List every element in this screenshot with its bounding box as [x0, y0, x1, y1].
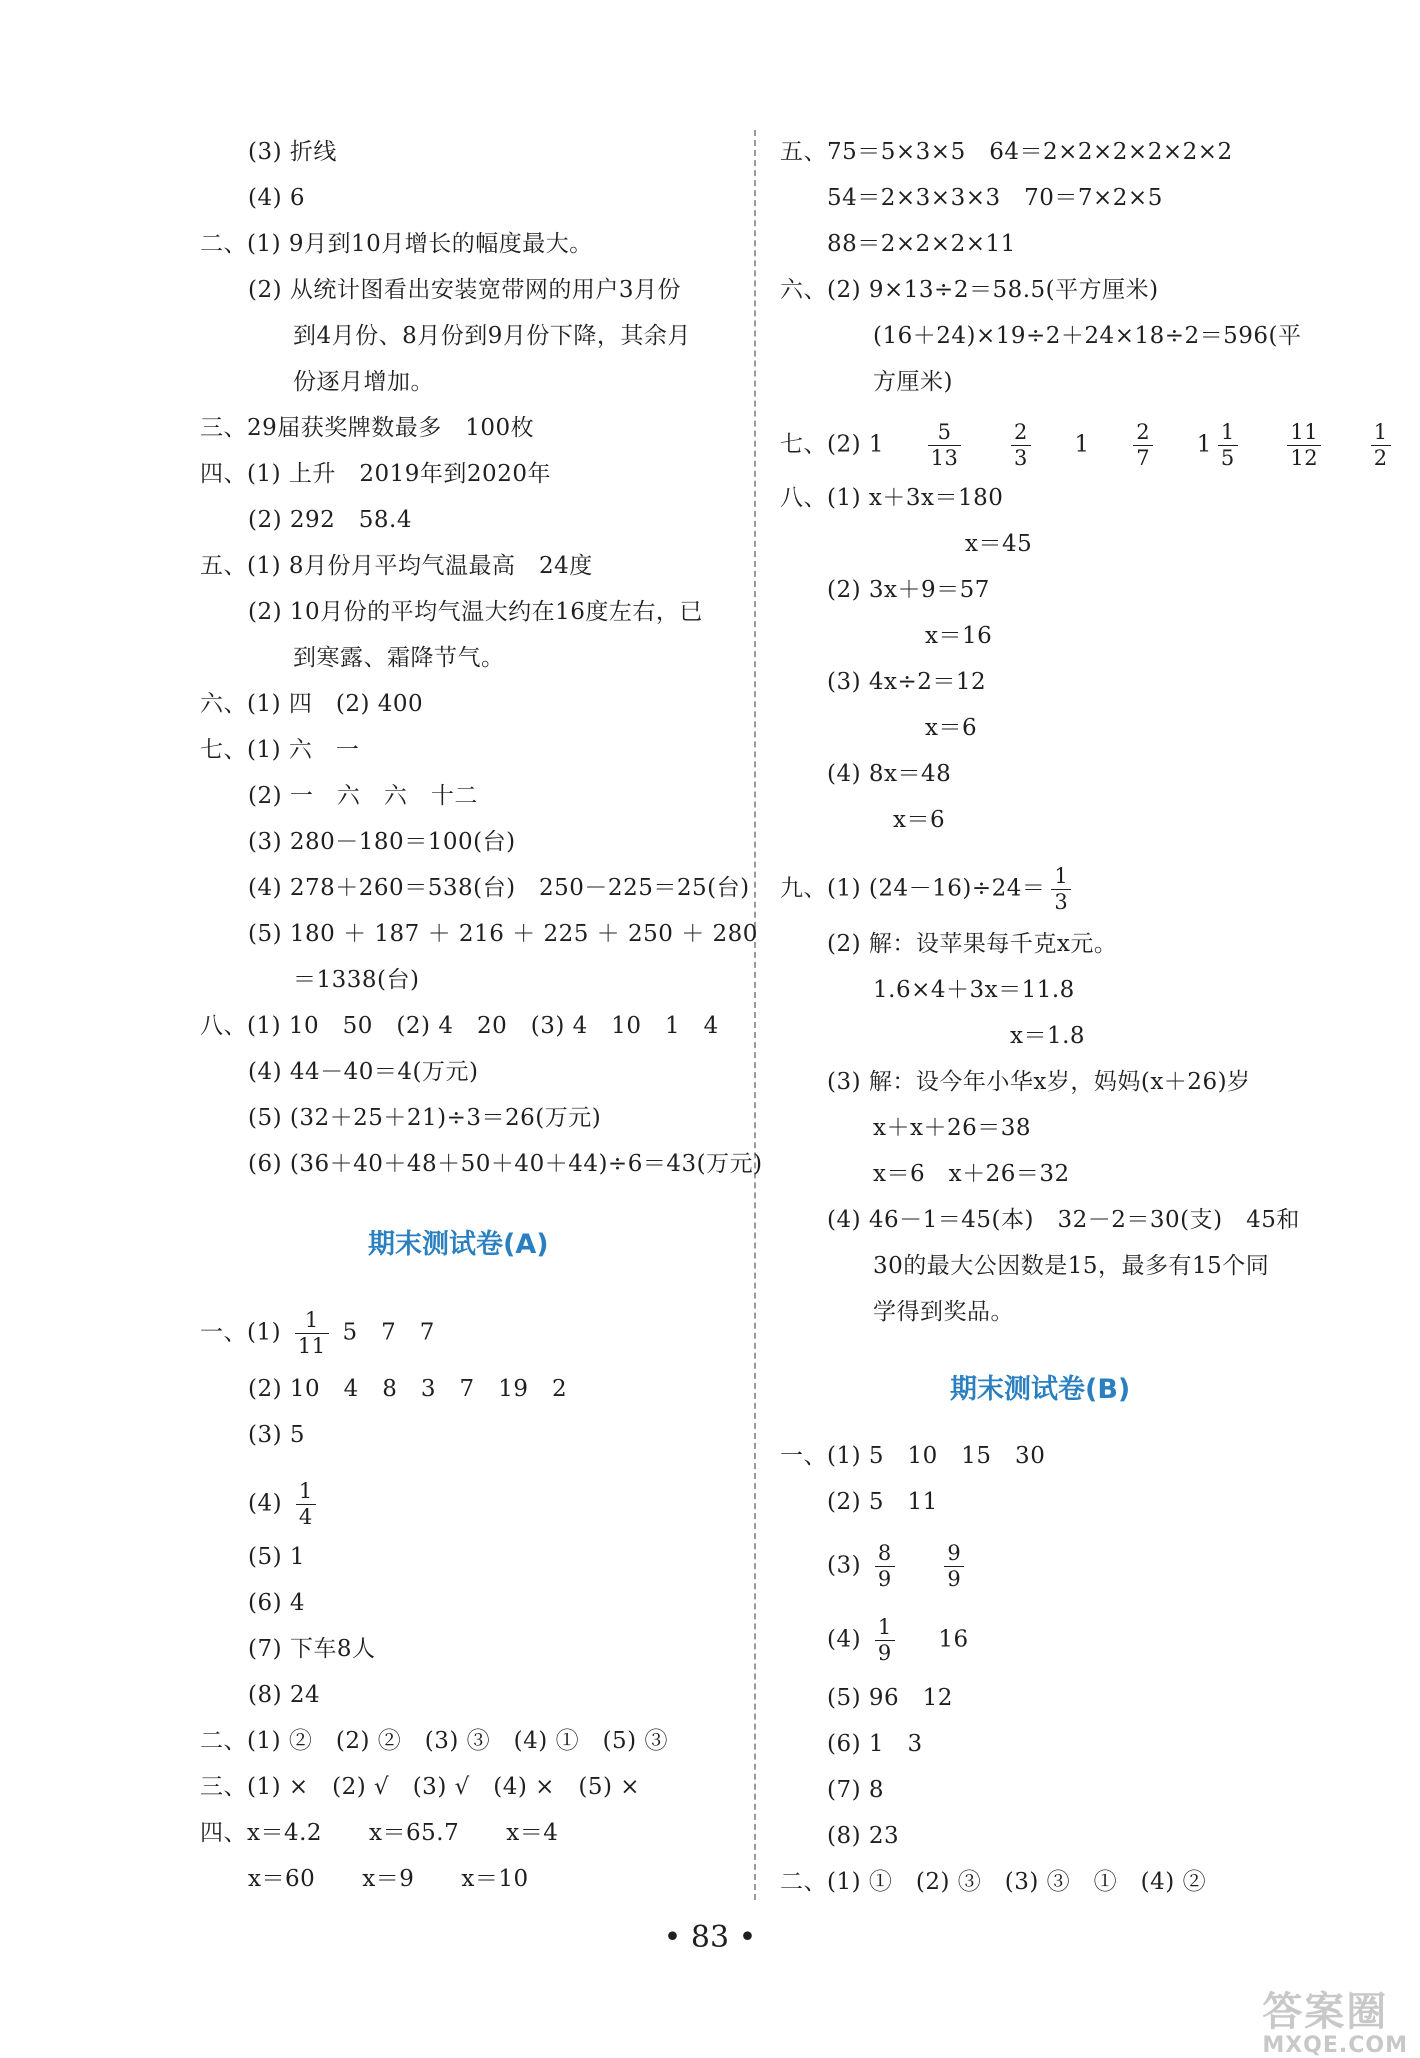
- answer-line: ＝1338(台): [293, 967, 420, 993]
- answer-line: (5) (32＋25＋21)÷3＝26(万元): [248, 1105, 602, 1131]
- answer-line: 30的最大公因数是15，最多有15个同: [873, 1253, 1270, 1279]
- fraction: [944, 1543, 964, 1590]
- answer-line: (4) 6: [248, 185, 306, 211]
- answer-line: (8) 23: [827, 1823, 900, 1849]
- answer-line: 五、75＝5×3×5 64＝2×2×2×2×2×2: [780, 139, 1233, 165]
- answer-line: 二、(1) 9月到10月增长的幅度最大。: [200, 231, 593, 257]
- denominator: 5: [1220, 446, 1235, 470]
- answer-prefix: 一、(1): [200, 1319, 282, 1346]
- answer-line: 1.6×4＋3x＝11.8: [873, 977, 1075, 1003]
- denominator: 7: [1136, 446, 1151, 470]
- answer-rest: 5 7 7: [342, 1319, 435, 1346]
- column-divider: [754, 130, 756, 1900]
- answer-value: 1: [1074, 431, 1090, 458]
- answer-line: x＝1.8: [1010, 1023, 1086, 1049]
- fraction: [1287, 422, 1321, 469]
- numerator: 5: [928, 422, 962, 446]
- answer-line: 到4月份、8月份到9月份下降，其余月: [293, 323, 691, 349]
- answer-line: (2) 解：设苹果每千克x元。: [827, 931, 1118, 957]
- answer-line: 五、(1) 8月份月平均气温最高 24度: [200, 553, 593, 579]
- answer-line: (7) 下车8人: [248, 1636, 376, 1662]
- answer-line: 三、29届获奖牌数最多 100枚: [200, 415, 535, 441]
- answer-line: 四、x＝4.2 x＝65.7 x＝4: [200, 1820, 559, 1846]
- watermark-brand: 答案圈: [1262, 1989, 1389, 2035]
- answer-line: 六、(1) 四 (2) 400: [200, 691, 424, 717]
- fraction: [1218, 422, 1238, 469]
- answer-line: 学得到奖品。: [873, 1299, 1014, 1325]
- answer-line: 方厘米): [873, 369, 953, 395]
- answer-line: 七、(1) 六 一: [200, 737, 360, 763]
- answer-line: (4) 278＋260＝538(台) 250－225＝25(台): [248, 875, 750, 901]
- answer-line: 六、(2) 9×13÷2＝58.5(平方厘米): [780, 277, 1159, 303]
- fraction: [1133, 422, 1153, 469]
- answer-line: (3) 280－180＝100(台): [248, 829, 516, 855]
- section-title-a: 期末测试卷(A): [368, 1229, 549, 1260]
- answer-line: (5) 96 12: [827, 1685, 953, 1711]
- answer-line: 份逐月增加。: [293, 369, 434, 395]
- fraction: [296, 1481, 316, 1528]
- denominator: 11: [297, 1334, 326, 1358]
- answer-line: 到寒露、霜降节气。: [293, 645, 505, 671]
- answer-line: x＝16: [925, 623, 993, 649]
- fraction: [928, 422, 962, 469]
- numerator: 1: [1218, 422, 1238, 446]
- denominator: 9: [947, 1567, 962, 1591]
- fraction: [1051, 866, 1071, 913]
- answer-line: 88＝2×2×2×11: [827, 231, 1016, 257]
- answer-line: x＝6 x＋26＝32: [873, 1161, 1070, 1187]
- answer-line: (2) 一 六 六 十二: [248, 783, 478, 809]
- answer-line: (2) 292 58.4: [248, 507, 413, 533]
- answer-line: x＋x＋26＝38: [873, 1115, 1031, 1141]
- denominator: 4: [298, 1505, 313, 1529]
- answer-line: (3) 4x÷2＝12: [827, 669, 987, 695]
- answer-line-fraction: [200, 1310, 435, 1357]
- numerator: 1: [295, 1310, 329, 1334]
- denominator: 12: [1290, 446, 1319, 470]
- answer-line: (3) 折线: [248, 139, 337, 165]
- answer-line-fraction: [780, 866, 1077, 913]
- denominator: 9: [877, 1641, 892, 1665]
- answer-line: x＝6: [925, 715, 978, 741]
- answer-line: x＝6: [893, 807, 946, 833]
- answer-line: (6) 1 3: [827, 1731, 923, 1757]
- answer-prefix: 九、(1) (24－16)÷24＝: [780, 875, 1046, 902]
- answer-line: 三、(1) × (2) √ (3) √ (4) × (5) ×: [200, 1774, 641, 1800]
- answer-line-fraction: [827, 1543, 970, 1590]
- fraction: [1011, 422, 1031, 469]
- numerator: 9: [944, 1543, 964, 1567]
- numerator: 1: [296, 1481, 316, 1505]
- answer-line: (4) 46－1＝45(本) 32－2＝30(支) 45和: [827, 1207, 1300, 1233]
- answer-line: (16＋24)×19÷2＋24×18÷2＝596(平: [873, 323, 1302, 349]
- answer-line: 四、(1) 上升 2019年到2020年: [200, 461, 551, 487]
- answer-line: (8) 24: [248, 1682, 321, 1708]
- answer-value: 1: [1196, 431, 1212, 458]
- answer-prefix: 七、(2) 1: [780, 431, 885, 458]
- denominator: 3: [1014, 446, 1028, 470]
- answer-line: (7) 8: [827, 1777, 885, 1803]
- numerator: 8: [875, 1543, 895, 1567]
- answer-line: (3) 5: [248, 1422, 306, 1448]
- fraction: [1371, 422, 1391, 469]
- answer-line: (2) 5 11: [827, 1489, 938, 1515]
- denominator: 3: [1054, 890, 1069, 914]
- numerator: 1: [1371, 422, 1391, 446]
- answer-line: 二、(1) ② (2) ② (3) ③ (4) ① (5) ③: [200, 1728, 668, 1754]
- answer-line-fraction: [248, 1481, 322, 1528]
- answer-line-fraction: [827, 1617, 969, 1664]
- answer-line: (4) 44－40＝4(万元): [248, 1059, 479, 1085]
- answer-line: (5) 180 ＋ 187 ＋ 216 ＋ 225 ＋ 250 ＋ 280: [248, 921, 758, 947]
- denominator: 2: [1373, 446, 1388, 470]
- answer-line: x＝45: [965, 531, 1033, 557]
- numerator: 2: [1133, 422, 1153, 446]
- answer-line: 二、(1) ① (2) ③ (3) ③ ① (4) ②: [780, 1869, 1207, 1895]
- fraction: [875, 1617, 895, 1664]
- answer-prefix: (3): [827, 1552, 862, 1579]
- fraction: [295, 1310, 329, 1357]
- answer-line: (2) 从统计图看出安装宽带网的用户3月份: [248, 277, 682, 303]
- answer-line: (5) 1: [248, 1544, 306, 1570]
- answer-prefix: (4): [248, 1490, 283, 1517]
- page-number: • 83 •: [663, 1920, 757, 1955]
- answer-line: 八、(1) 10 50 (2) 4 20 (3) 4 10 1 4: [200, 1013, 719, 1039]
- watermark-logo: [1262, 1980, 1408, 2058]
- answer-line: 54＝2×3×3×3 70＝7×2×5: [827, 185, 1163, 211]
- watermark-url: MXQE.COM: [1262, 2033, 1408, 2058]
- numerator: 11: [1287, 422, 1321, 446]
- answer-line: (2) 10 4 8 3 7 19 2: [248, 1376, 568, 1402]
- answer-line: (2) 3x＋9＝57: [827, 577, 990, 603]
- answer-line: (6) 4: [248, 1590, 306, 1616]
- answer-line-fraction: [780, 422, 1397, 469]
- answer-line: 八、(1) x＋3x＝180: [780, 485, 1004, 511]
- section-title-b: 期末测试卷(B): [950, 1374, 1131, 1405]
- denominator: 13: [930, 446, 959, 470]
- numerator: 2: [1011, 422, 1031, 446]
- answer-rest: 16: [938, 1626, 969, 1653]
- answer-line: (4) 8x＝48: [827, 761, 952, 787]
- answer-prefix: (4): [827, 1626, 862, 1653]
- numerator: 1: [875, 1617, 895, 1641]
- answer-line: x＝60 x＝9 x＝10: [248, 1866, 529, 1892]
- answer-line: (6) (36＋40＋48＋50＋40＋44)÷6＝43(万元): [248, 1151, 763, 1177]
- answer-line: 一、(1) 5 10 15 30: [780, 1443, 1046, 1469]
- numerator: 1: [1051, 866, 1071, 890]
- fraction: [875, 1543, 895, 1590]
- answer-line: (3) 解：设今年小华x岁，妈妈(x＋26)岁: [827, 1069, 1251, 1095]
- answer-line: (2) 10月份的平均气温大约在16度左右，已: [248, 599, 703, 625]
- denominator: 9: [877, 1567, 892, 1591]
